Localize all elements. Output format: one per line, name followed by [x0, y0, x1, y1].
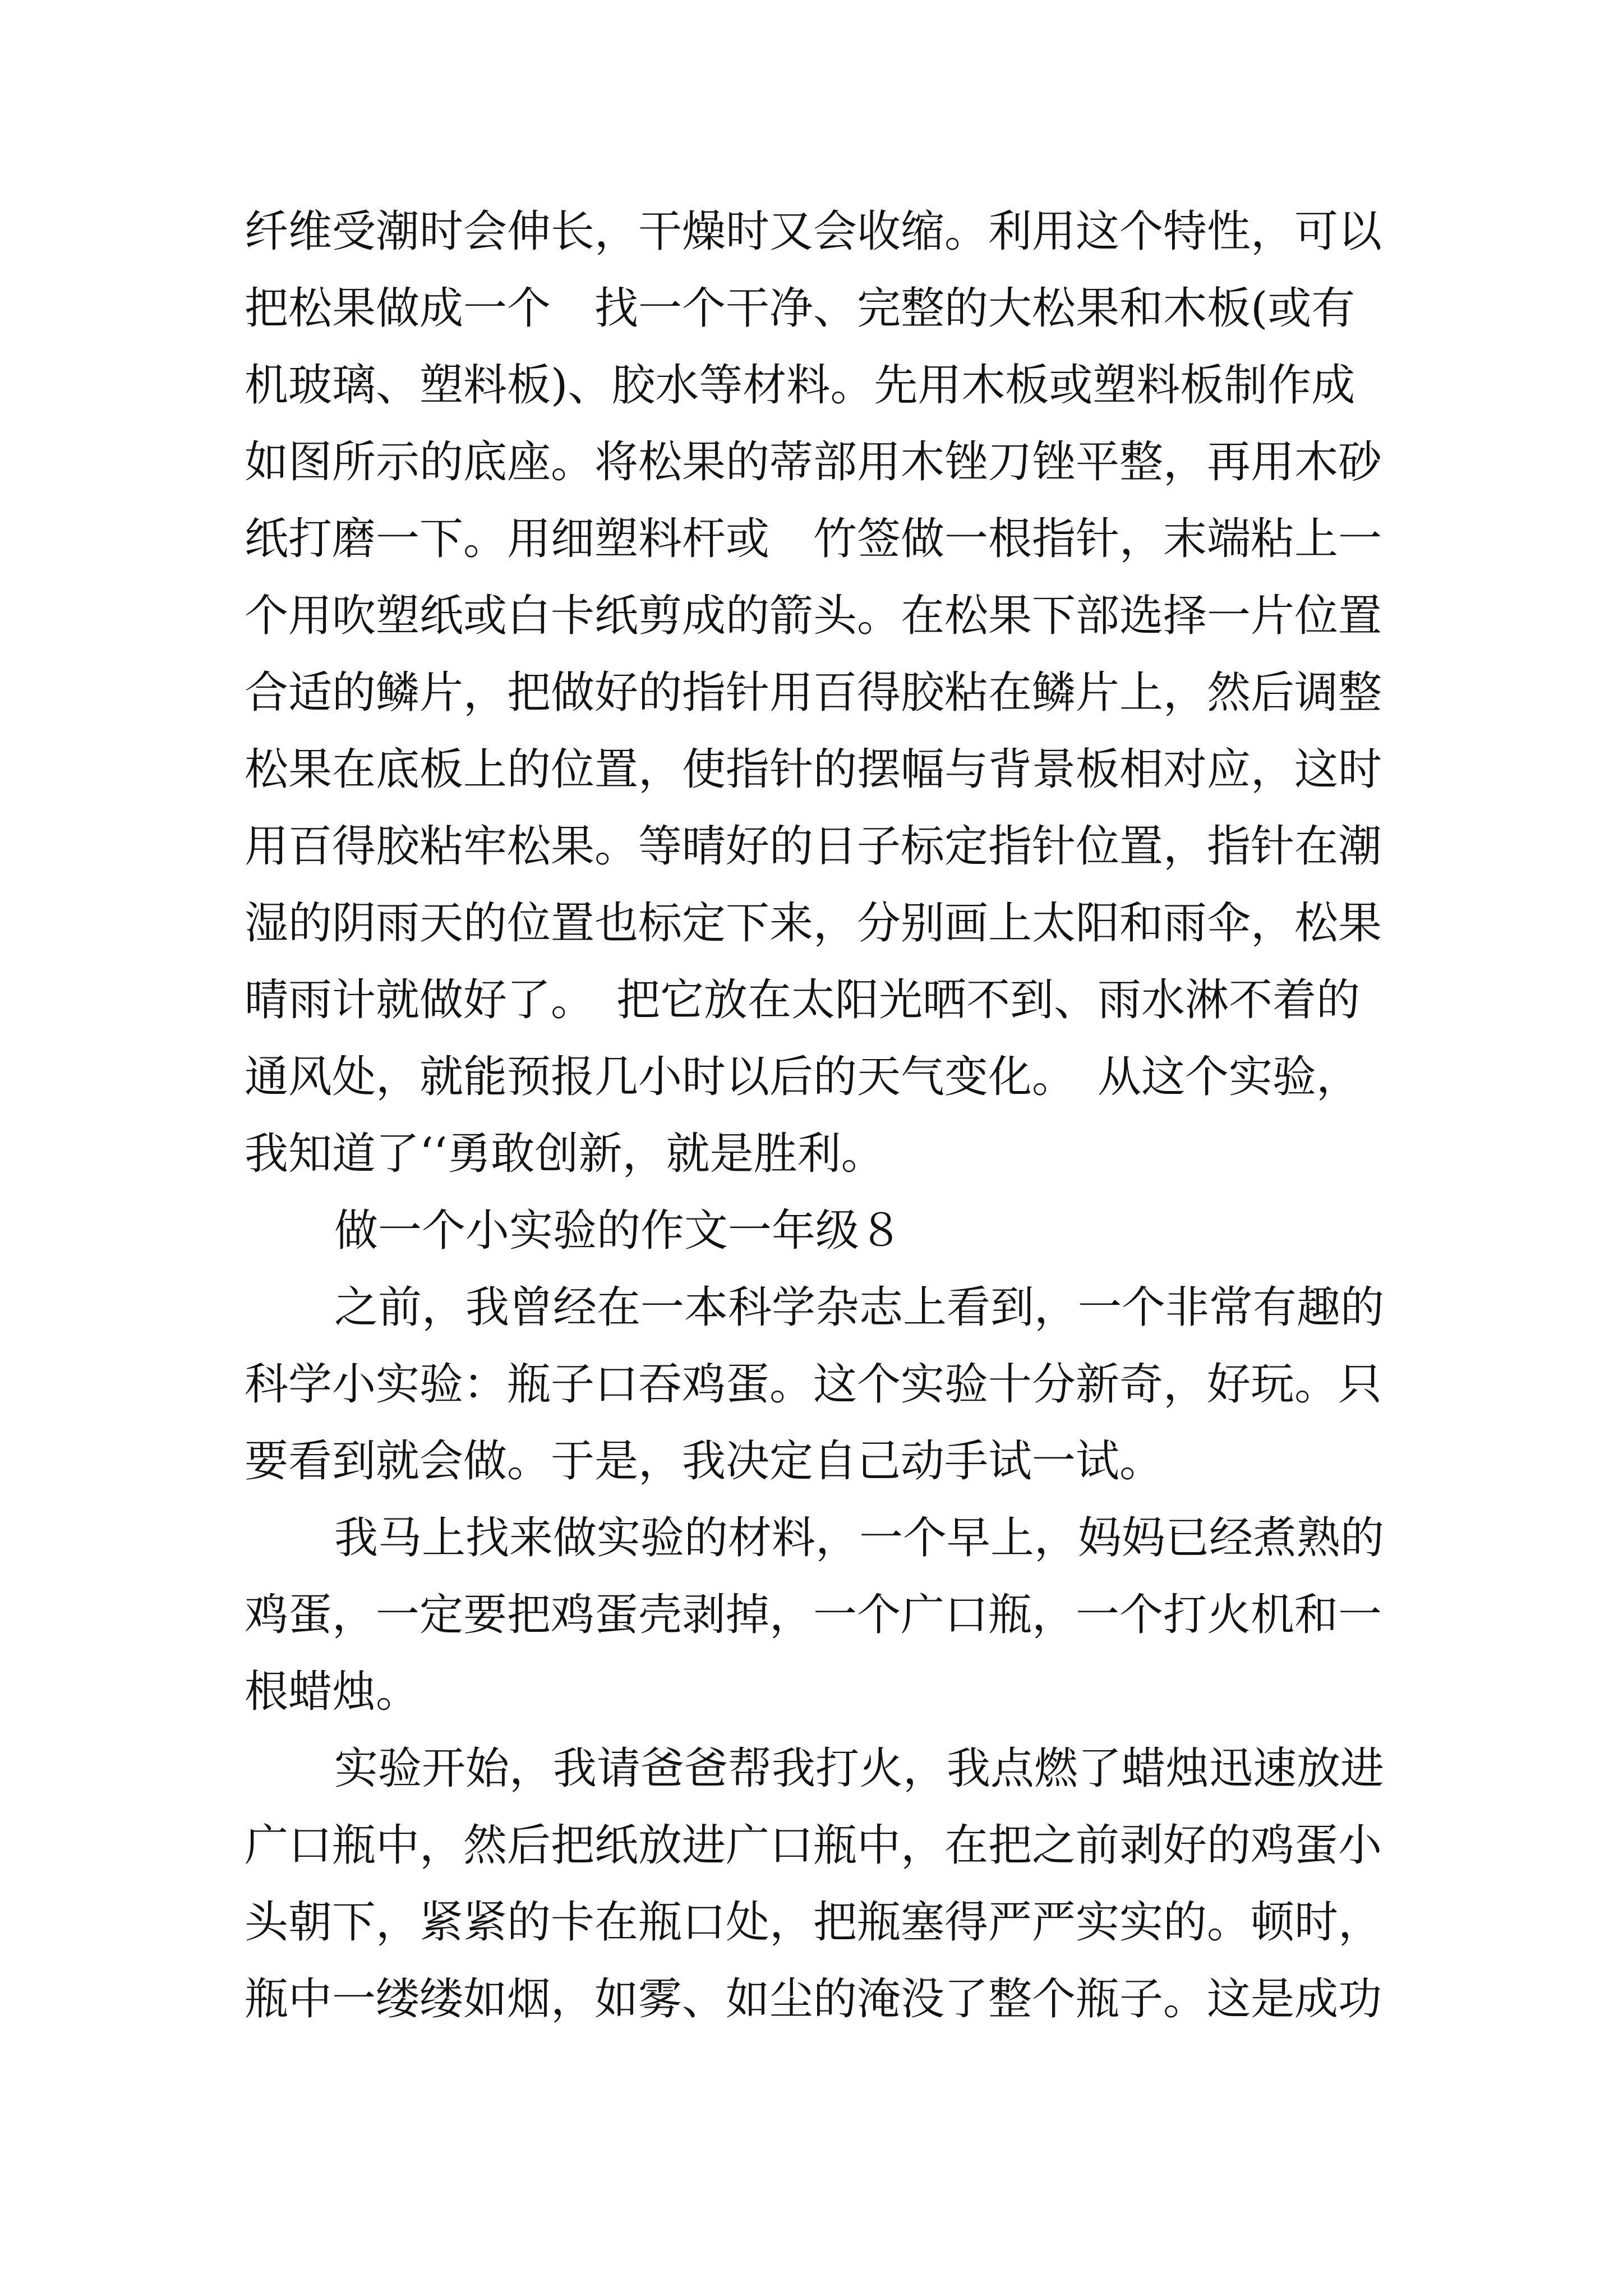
text-line: 通风处，就能预报几小时以后的天气变化。 从这个实验，	[245, 1052, 1361, 1102]
text-line: 纸打磨一下。用细塑料杆或 竹签做一根指针，末端粘上一	[245, 514, 1382, 564]
text-line: 合适的鳞片，把做好的指针用百得胶粘在鳞片上，然后调整	[245, 668, 1382, 718]
paragraph-start-line: 我马上找来做实验的材料，一个早上，妈妈已经煮熟的	[334, 1513, 1385, 1563]
text-line: 用百得胶粘牢松果。等晴好的日子标定指针位置，指针在潮	[245, 821, 1382, 872]
text-line: 根蜡烛。	[245, 1667, 420, 1717]
text-line: 瓶中一缕缕如烟，如雾、如尘的淹没了整个瓶子。这是成功	[245, 1974, 1382, 2024]
text-line: 鸡蛋，一定要把鸡蛋壳剥掉，一个广口瓶，一个打火机和一	[245, 1590, 1382, 1640]
text-line: 科学小实验：瓶子口吞鸡蛋。这个实验十分新奇，好玩。只	[245, 1359, 1382, 1410]
paragraph-start-line: 实验开始，我请爸爸帮我打火，我点燃了蜡烛迅速放进	[334, 1743, 1385, 1794]
text-line: 个用吹塑纸或白卡纸剪成的箭头。在松果下部选择一片位置	[245, 591, 1382, 641]
text-line: 把松果做成一个 找一个干净、完整的大松果和木板(或有	[245, 283, 1355, 334]
text-line: 我知道了‘‘勇敢创新，就是胜利。	[245, 1129, 885, 1179]
text-line: 晴雨计就做好了。 把它放在太阳光晒不到、雨水淋不着的	[245, 975, 1361, 1025]
text-line: 机玻璃、塑料板)、胶水等材料。先用木板或塑料板制作成	[245, 360, 1355, 411]
text-line: 如图所示的底座。将松果的蒂部用木锉刀锉平整，再用木砂	[245, 437, 1382, 487]
section-heading: 做一个小实验的作文一年级８	[334, 1205, 903, 1256]
text-line: 湿的阴雨天的位置也标定下来，分别画上太阳和雨伞，松果	[245, 898, 1382, 949]
text-line: 广口瓶中，然后把纸放进广口瓶中，在把之前剥好的鸡蛋小	[245, 1820, 1382, 1871]
text-line: 纤维受潮时会伸长，干燥时又会收缩。利用这个特性，可以	[245, 206, 1382, 257]
text-line: 要看到就会做。于是，我决定自己动手试一试。	[245, 1436, 1164, 1487]
paragraph-start-line: 之前，我曾经在一本科学杂志上看到，一个非常有趣的	[334, 1282, 1385, 1333]
text-line: 松果在底板上的位置，使指针的摆幅与背景板相对应，这时	[245, 744, 1382, 795]
text-line: 头朝下，紧紧的卡在瓶口处，把瓶塞得严严实实的。顿时，	[245, 1897, 1382, 1948]
body-text	[245, 194, 1411, 2038]
